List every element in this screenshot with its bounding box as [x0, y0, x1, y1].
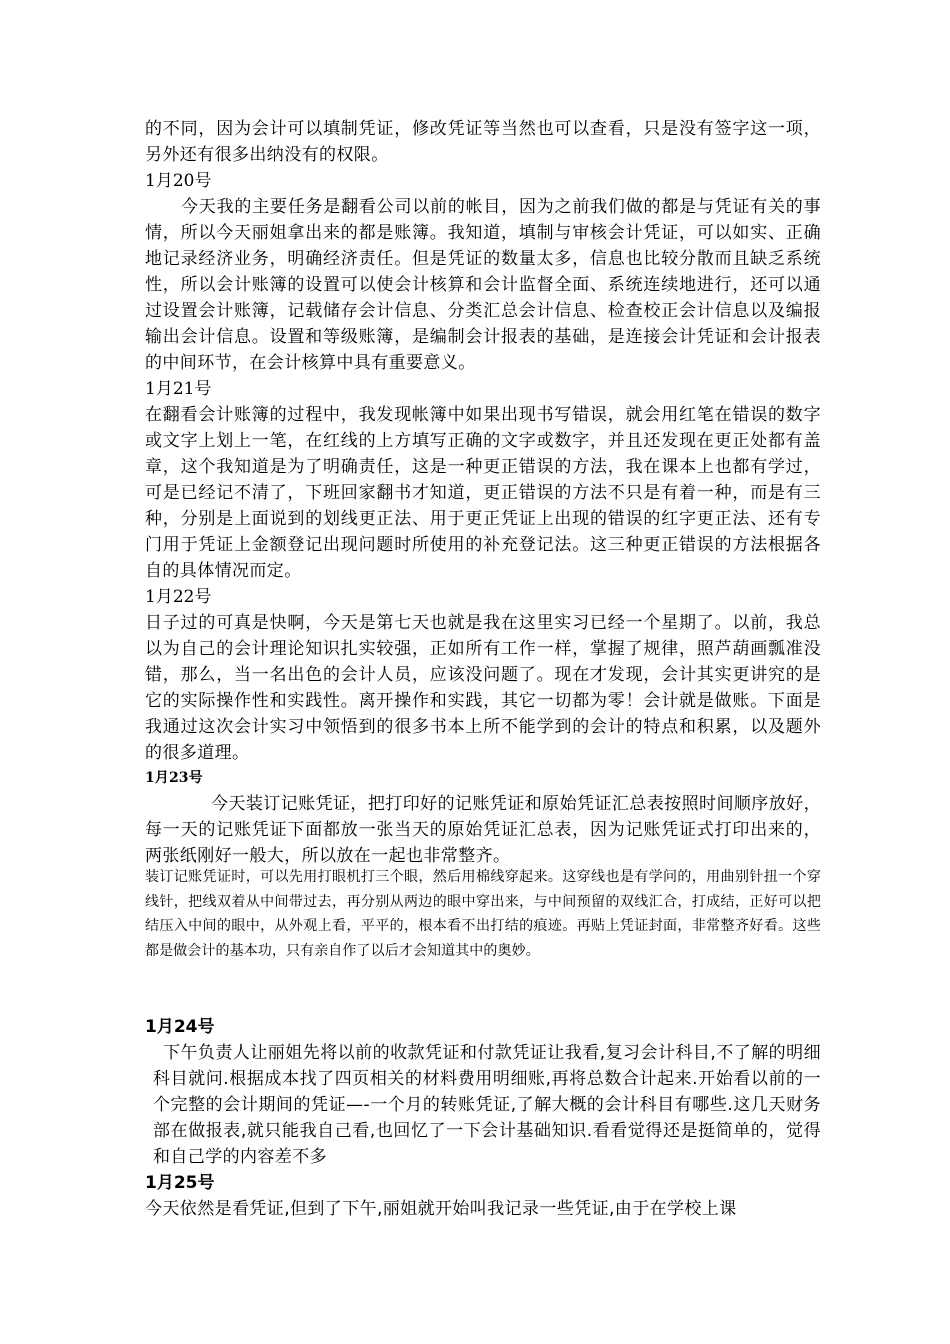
entry-paragraph-jan22: 日子过的可真是快啊，今天是第七天也就是我在这里实习已经一个星期了。以前，我总以为自己的会计理论知识扎实较强，正如所有工作一样，掌握了规律，照芦葫画瓢准没错，那么，当一名出色的会计人员，应该没问题了。现在才发现，会计其实更讲究的是它的实际操作性和实践性。离开操作和实践，其它一切都为零！会计就是做账。下面是我通过这次会计实习中领悟到的很多书本上所不能学到的会计的特点和积累，以及题外的很多道理。	[145, 613, 821, 763]
entry-paragraph-jan24: 下午负责人让丽姐先将以前的收款凭证和付款凭证让我看,复习会计科目,不了解的明细科目就问.根据成本找了四页相关的材料费用明细账,再将总数合计起来.开始看以前的一个完整的会计期间的凭证—-一个月的转账凭证,了解大概的会计科目有哪些.这几天财务部在做报表,就只能我自己看,也回忆了一下会计基础知识.看看觉得还是挺简单的，觉得和自己学的内容差不多	[153, 1043, 821, 1167]
entry-paragraph-jan21: 在翻看会计账簿的过程中，我发现帐簿中如果出现书写错误，就会用红笔在错误的数字或文字上划上一笔，在红线的上方填写正确的文字或数字，并且还发现在更正处都有盖章，这个我知道是为了明确责任，这是一种更正错误的方法，我在课本上也都有学过，可是已经记不清了，下班回家翻书才知道，更正错误的方法不只是有着一种，而是有三种，分别是上面说到的划线更正法、用于更正凭证上出现的错误的红字更正法、还有专门用于凭证上金额登记出现问题时所使用的补充登记法。这三种更正错误的方法根据各自的具体情况而定。	[145, 405, 821, 581]
entry-paragraph-jan20: 今天我的主要任务是翻看公司以前的帐目，因为之前我们做的都是与凭证有关的事情，所以今天丽姐拿出来的都是账簿。我知道，填制与审核会计凭证，可以如实、正确地记录经济业务，明确经济责任。但是凭证的数量太多，信息也比较分散而且缺乏系统性，所以会计账簿的设置可以使会计核算和会计监督全面、系统连续地进行，还可以通过设置会计账簿，记载储存会计信息、分类汇总会计信息、检查校正会计信息以及编报输出会计信息。设置和等级账簿，是编制会计报表的基础，是连接会计凭证和会计报表的中间环节，在会计核算中具有重要意义。	[145, 197, 821, 373]
entry-continuation-paragraph: 的不同，因为会计可以填制凭证，修改凭证等当然也可以查看，只是没有签字这一项，另外还有很多出纳没有的权限。	[145, 119, 821, 165]
entry-paragraph-jan23: 今天装订记账凭证，把打印好的记账凭证和原始凭证汇总表按照时间顺序放好，每一天的记账凭证下面都放一张当天的原始凭证汇总表，因为记账凭证式打印出来的，两张纸刚好一般大，所以放在一起也非常整齐。	[145, 794, 821, 866]
entry-date-jan22: 1月22号	[145, 587, 212, 607]
entry-date-jan21: 1月21号	[145, 379, 212, 399]
entry-date-jan24: 1月24号	[145, 1017, 215, 1037]
entry-date-jan23: 1月23号	[145, 770, 203, 786]
entry-date-jan20: 1月20号	[145, 171, 212, 191]
entry-paragraph-jan23-binding: 装订记账凭证时，可以先用打眼机打三个眼，然后用棉线穿起来。这穿线也是有学问的，用曲别针扭一个穿线针，把线双着从中间带过去，再分别从两边的眼中穿出来，与中间预留的双线汇合，打成结，正好可以把结压入中间的眼中，从外观上看，平平的，根本看不出打结的痕迹。再贴上凭证封面，非常整齐好看。这些都是做会计的基本功，只有亲自作了以后才会知道其中的奥妙。	[145, 869, 821, 959]
entry-date-jan25: 1月25号	[145, 1173, 215, 1193]
entry-paragraph-jan25: 今天依然是看凭证,但到了下午,丽姐就开始叫我记录一些凭证,由于在学校上课	[145, 1199, 737, 1219]
